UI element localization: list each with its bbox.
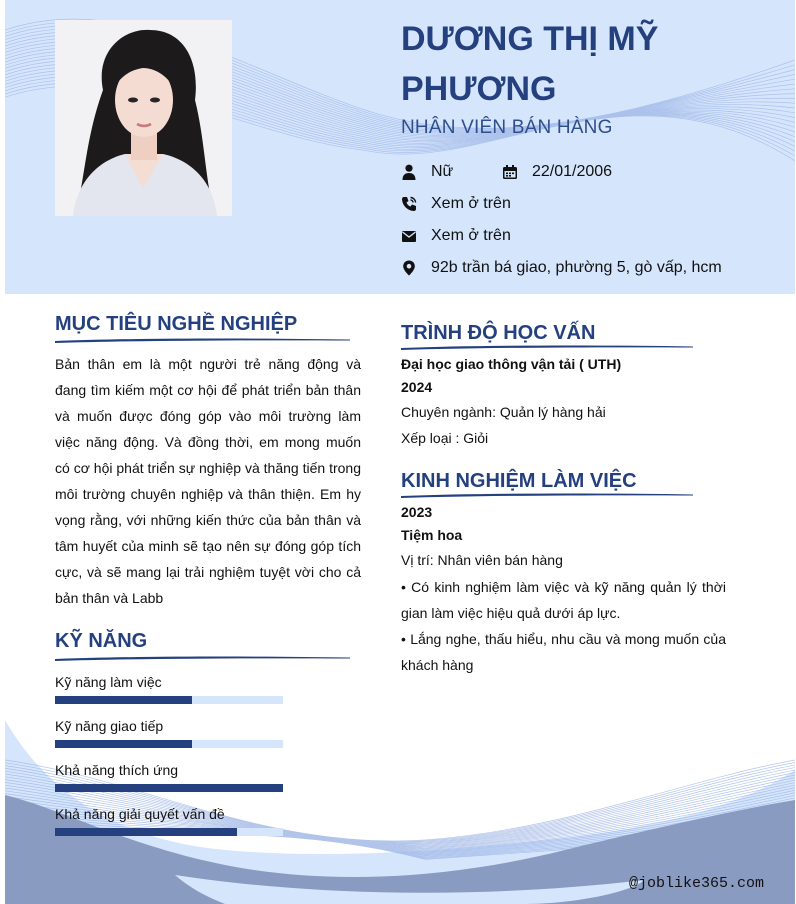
skills-heading: KỸ NĂNG: [55, 630, 148, 652]
phone-row: [401, 192, 511, 216]
experience-bullet: • Lắng nghe, thấu hiểu, nhu cầu và mong muốn của khách hàng: [401, 631, 726, 673]
education-major: Chuyên ngành: Quản lý hàng hải: [401, 404, 606, 420]
experience-position: Vị trí: Nhân viên bán hàng: [401, 552, 563, 568]
objective-underline: [55, 336, 350, 344]
phone-icon: [401, 196, 417, 212]
skill-label: Khả năng giải quyết vấn đề: [55, 806, 225, 822]
envelope-icon: [401, 228, 417, 244]
email-row: [401, 224, 511, 248]
profile-photo: [55, 20, 232, 216]
education-year: 2024: [401, 379, 433, 395]
education-heading: TRÌNH ĐỘ HỌC VẤN: [401, 322, 596, 344]
job-title: NHÂN VIÊN BÁN HÀNG: [401, 117, 613, 138]
skill-item: [55, 761, 285, 792]
experience-underline: [401, 491, 693, 499]
gender-value: Nữ: [431, 163, 454, 180]
address-row: [401, 256, 722, 280]
birth-date-value: 22/01/2006: [532, 163, 613, 180]
skill-bar: [55, 784, 283, 792]
skill-label: Kỹ năng làm việc: [55, 674, 162, 690]
skill-bar: [55, 696, 283, 704]
skill-label: Khả năng thích ứng: [55, 762, 179, 778]
address-value: 92b trần bá giao, phường 5, gò vấp, hcm: [431, 259, 722, 276]
education-underline: [401, 343, 693, 351]
experience-description: [401, 574, 726, 678]
skills-underline: [55, 654, 350, 662]
email-value: Xem ở trên: [431, 227, 511, 244]
birth-date-row: [502, 160, 612, 184]
skill-item: [55, 717, 285, 748]
experience-heading: KINH NGHIỆM LÀM VIỆC: [401, 470, 637, 492]
header-section: [5, 0, 795, 294]
experience-company: Tiệm hoa: [401, 527, 463, 543]
objective-heading: MỤC TIÊU NGHỀ NGHIỆP: [55, 313, 298, 335]
skill-bar: [55, 740, 283, 748]
education-school: Đại học giao thông vận tải ( UTH): [401, 356, 622, 372]
skill-bar-fill: [55, 740, 192, 748]
calendar-icon: [502, 164, 518, 180]
skill-bar-fill: [55, 828, 237, 836]
skill-bar: [55, 828, 283, 836]
cv-page: [5, 0, 795, 904]
objective-text: Bản thân em là một người trẻ năng động và đang tìm kiếm một cơ hội để phát triển bản thân và muốn được đóng góp vào môi trường làm việc năng động. Và đồng thời, em mong muốn có cơ hội phát triển sự nghiệp và thăng tiến trong môi trường chuyên nghiệp và thân thiện. Em hy vọng rằng, với những kiến thức của bản thân và tâm huyết của minh sẽ tạo nên sự đóng góp tích cực, và sẽ mang lại trải nghiệm tuyệt vời cho cả bản thân và Labb: [55, 356, 361, 606]
gender-row: [401, 160, 453, 184]
skill-item: [55, 805, 285, 836]
map-marker-icon: [401, 260, 417, 276]
experience-bullet: • Có kinh nghiệm làm việc và kỹ năng quản lý thời gian làm việc hiệu quả dưới áp lực.: [401, 579, 726, 621]
skill-label: Kỹ năng giao tiếp: [55, 718, 164, 734]
user-icon: [401, 164, 417, 180]
skill-bar-fill: [55, 784, 283, 792]
candidate-name: DƯƠNG THỊ MỸ PHƯƠNG: [401, 20, 659, 108]
skill-bar-fill: [55, 696, 192, 704]
education-grade: Xếp loại : Giỏi: [401, 430, 489, 446]
skill-item: [55, 673, 285, 704]
phone-value: Xem ở trên: [431, 195, 511, 212]
experience-year: 2023: [401, 504, 433, 520]
watermark: @joblike365.com: [629, 875, 765, 892]
